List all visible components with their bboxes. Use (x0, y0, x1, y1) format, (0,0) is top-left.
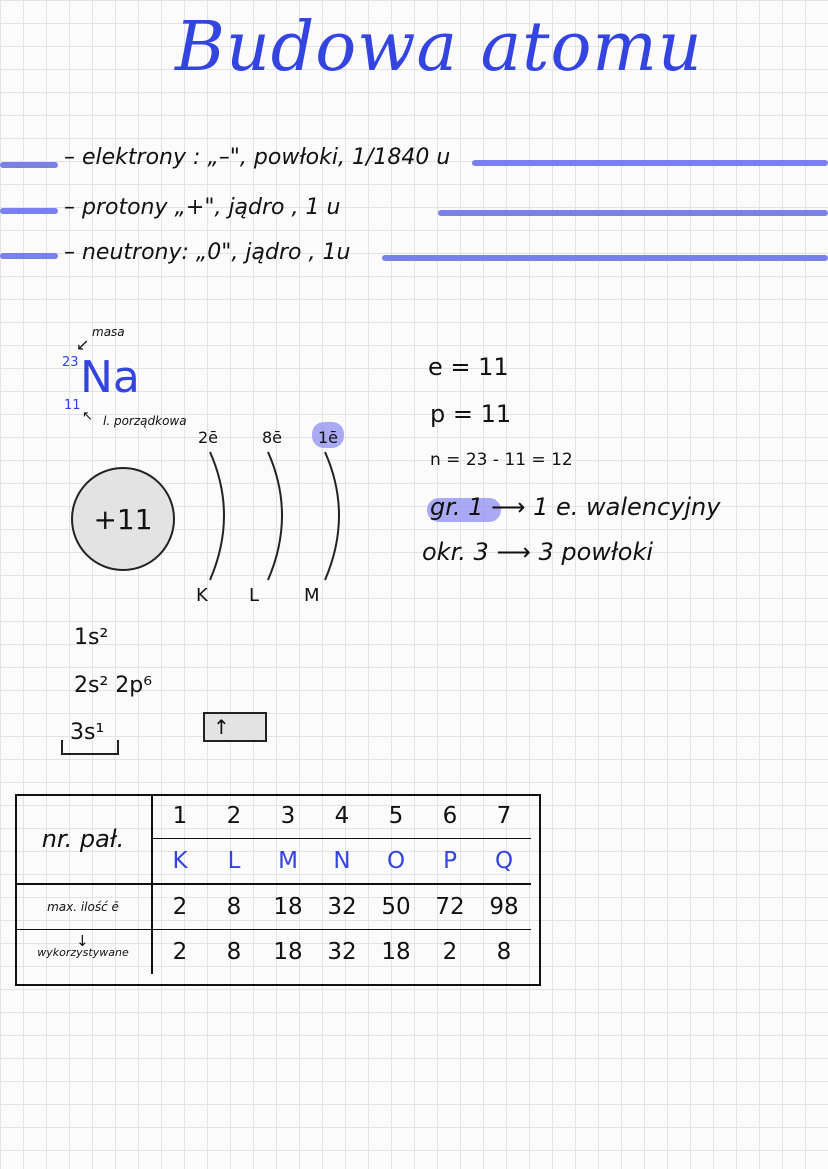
arrow-icon: ↖ (82, 409, 93, 424)
down-arrow-icon: ↓ (76, 932, 89, 950)
atomic-number-label: l. porządkowa (103, 414, 187, 428)
table-cell: 1 (152, 794, 207, 839)
table-cell: 18 (261, 884, 315, 930)
electron-shells (190, 440, 360, 590)
config-1: 1s² (74, 625, 109, 650)
shell-electrons-m: 1ē (318, 428, 339, 447)
valence-bracket (60, 738, 122, 760)
shell-letter-k: K (196, 585, 208, 606)
table-cell: 2 (172, 939, 188, 965)
orbital-box (203, 712, 267, 742)
table-cell: K (152, 839, 207, 885)
atomic-number: 11 (64, 398, 81, 413)
table-cell: 8 (496, 939, 512, 965)
shell-letter-m: M (304, 585, 320, 606)
table-cell: 2 (207, 794, 261, 839)
table-cell: 2 (442, 939, 458, 965)
table-cell: Q (477, 839, 531, 885)
table-cell: 3 (261, 794, 315, 839)
fact-period: okr. 3 ⟶ 3 powłoki (422, 538, 654, 566)
table-cell: 7 (477, 794, 531, 839)
nucleus-charge: +11 (93, 502, 153, 536)
table-cell: 72 (423, 884, 477, 930)
highlight-bar (0, 162, 58, 168)
shell-m (325, 452, 339, 580)
table-row (15, 884, 531, 930)
table-cell: 8 (226, 939, 242, 965)
spin-arrow-icon: ↑ (213, 715, 230, 739)
fact-neutrons: n = 23 - 11 = 12 (430, 450, 573, 470)
highlight-bar (438, 210, 828, 216)
element-symbol: Na (80, 352, 140, 403)
nucleus (71, 467, 175, 571)
shell-table (15, 794, 531, 974)
shell-electrons-k: 2ē (198, 428, 219, 447)
mass-label: masa (92, 325, 125, 339)
table-cell: 18 (381, 939, 411, 965)
particle-protons: – protony „+", jądro , 1 u (64, 195, 341, 220)
highlight-bar (0, 208, 58, 214)
config-2: 2s² 2p⁶ (74, 673, 153, 698)
table-header-label: nr. pał. (15, 794, 152, 884)
table-cell: L (207, 839, 261, 885)
table-cell: 8 (207, 884, 261, 930)
table-cell: N (315, 839, 369, 885)
fact-protons: p = 11 (430, 400, 512, 428)
table-row (15, 930, 531, 975)
particle-neutrons: – neutrony: „0", jądro , 1u (64, 240, 351, 265)
arrow-icon: ↙ (76, 335, 90, 354)
config-3: 3s¹ (70, 720, 105, 745)
table-used-label: wykorzystywane (15, 930, 152, 975)
table-cell: M (261, 839, 315, 885)
mass-number: 23 (62, 355, 79, 370)
fact-electrons: e = 11 (428, 353, 509, 381)
table-cell: 50 (369, 884, 423, 930)
fact-group: gr. 1 ⟶ 1 e. walencyjny (430, 493, 721, 521)
table-cell: P (423, 839, 477, 885)
table-cell: 5 (369, 794, 423, 839)
table-cell: O (369, 839, 423, 885)
highlight-bar (0, 253, 58, 259)
table-row (15, 794, 531, 839)
table-cell: 2 (152, 884, 207, 930)
table-max-label: max. ilość ē (15, 884, 152, 930)
shell-k (210, 452, 224, 580)
shell-electrons-l: 8ē (262, 428, 283, 447)
highlight-bar (382, 255, 828, 261)
table-cell: 32 (327, 939, 357, 965)
particle-electrons: – elektrony : „–", powłoki, 1/1840 u (64, 145, 451, 170)
highlight-bar (472, 160, 828, 166)
page-title: Budowa atomu (175, 8, 703, 87)
table-cell: 4 (315, 794, 369, 839)
shell-letter-l: L (249, 585, 260, 606)
table-cell: 6 (423, 794, 477, 839)
shell-l (268, 452, 282, 580)
table-cell: 18 (273, 939, 303, 965)
table-cell: 98 (477, 884, 531, 930)
table-cell: 32 (315, 884, 369, 930)
